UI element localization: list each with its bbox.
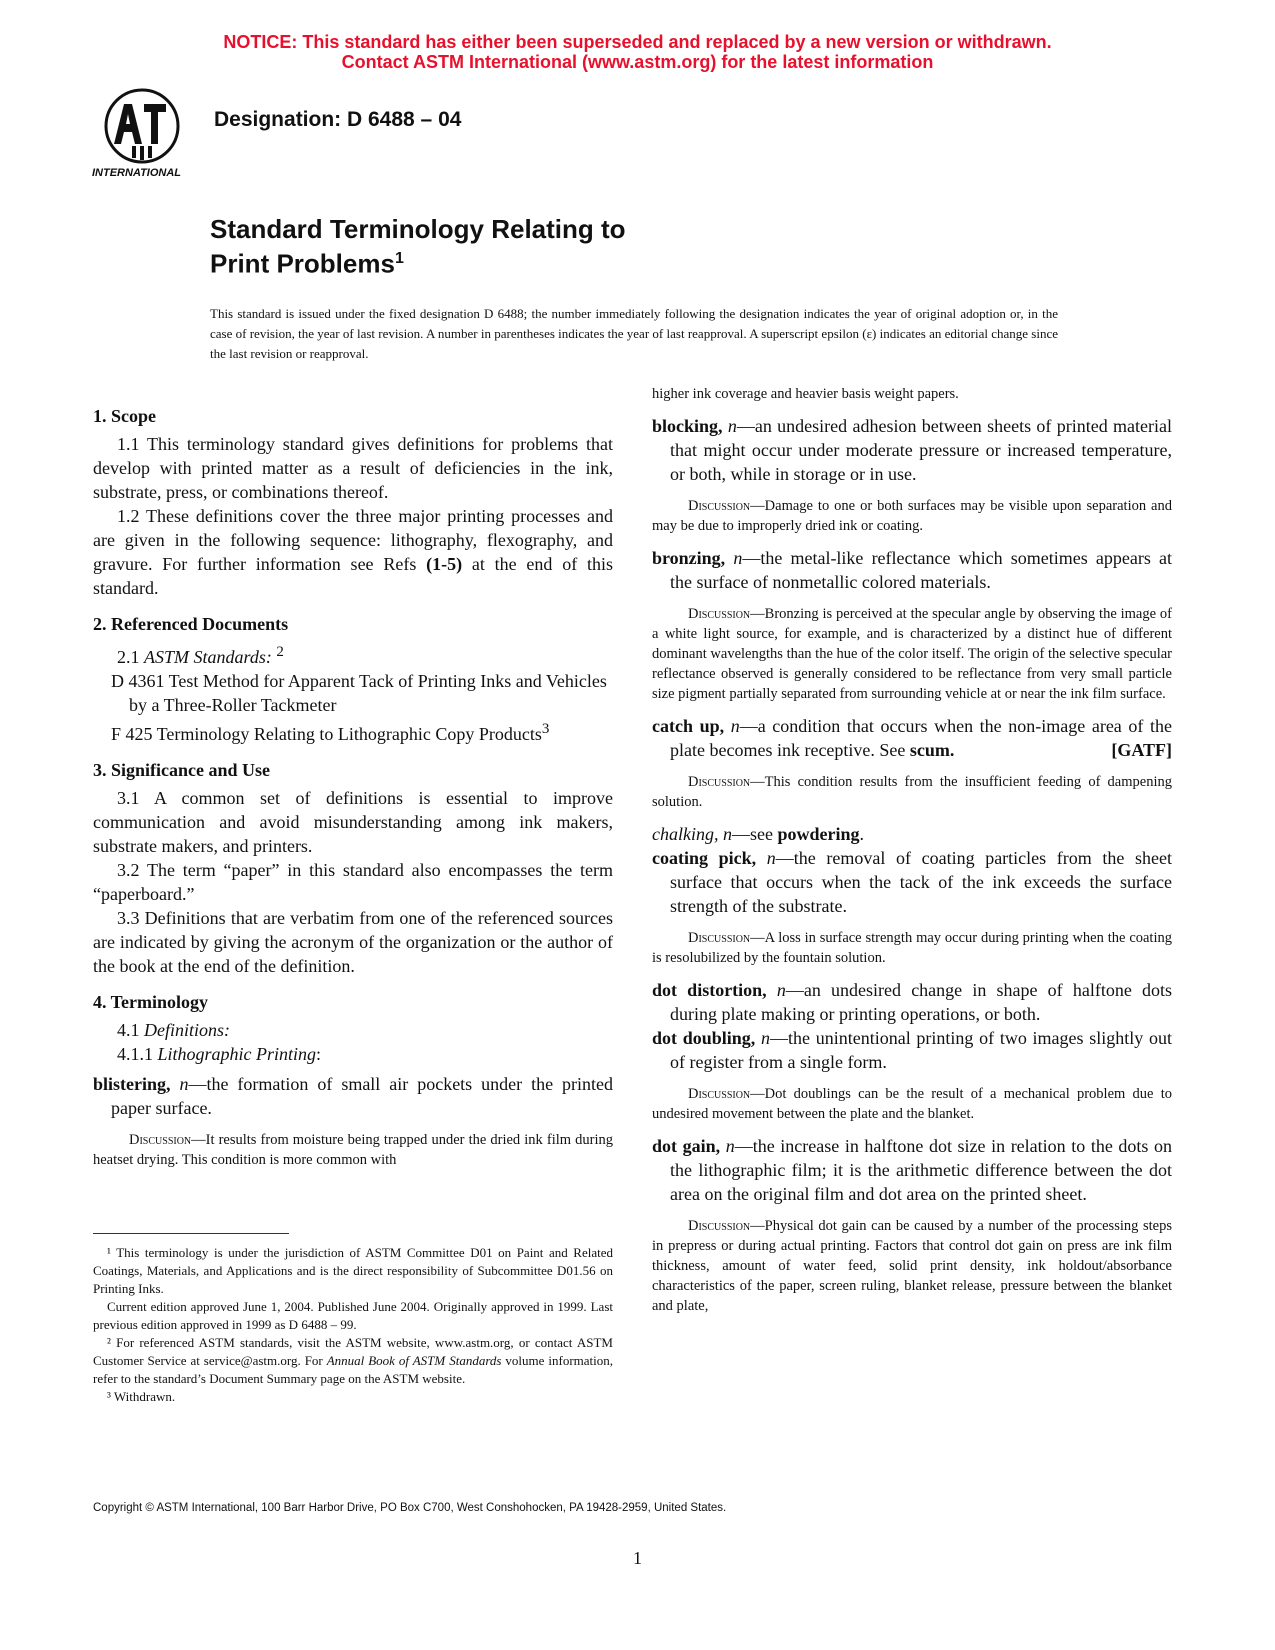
scope-heading: 1. Scope <box>93 406 156 426</box>
logo-text: INTERNATIONAL <box>92 167 182 179</box>
designation: Designation: D 6488 – 04 <box>214 108 462 131</box>
term-chalking-def: —see <box>731 824 778 844</box>
disc-blistering-text: —It results from moisture being trapped under the dried ink film during heatset drying. This condition is more common with <box>93 1132 613 1168</box>
footnote-2-c: volume information, refer to the standard’s Document Summary page on the ASTM website. <box>93 1353 614 1386</box>
source-gatf: [GATF] <box>1111 740 1172 760</box>
para-2-1-num: 2.1 <box>117 647 144 667</box>
term-blistering-word: blistering, <box>93 1074 171 1094</box>
pos: n <box>733 548 743 568</box>
left-column <box>93 402 613 1180</box>
para-3-3: 3.3 Definitions that are verbatim from one of the referenced sources are indicated by giving the acronym of the organization or the author of the book at the end of the definition. <box>93 908 613 976</box>
discussion-label: Discussion <box>688 1086 751 1102</box>
discussion-label: Discussion <box>129 1132 192 1148</box>
pos: n <box>761 1028 770 1048</box>
term-blocking <box>652 414 1172 486</box>
discussion-label: Discussion <box>688 774 751 790</box>
para-1-2 <box>93 504 613 600</box>
copyright: Copyright © ASTM International, 100 Barr Harbor Drive, PO Box C700, West Conshohocken, PA 19428-2959, United States. <box>93 1502 727 1514</box>
para-4-1-1-num: 4.1.1 <box>117 1044 158 1064</box>
discussion-label: Discussion <box>688 498 751 514</box>
astm-logo <box>92 86 198 180</box>
term-catch-up-def: —a condition that occurs when the non-image area of the plate becomes ink receptive. See <box>670 716 1172 760</box>
footnote-2 <box>93 1334 613 1388</box>
term-chalking-end: . <box>859 824 864 844</box>
page-title <box>210 214 626 279</box>
term-dot-doubling-def: —the unintentional printing of two images slightly out of register from a single form. <box>670 1028 1172 1072</box>
term-blistering-def: —the formation of small air pockets under the printed paper surface. <box>111 1074 614 1118</box>
astm-logo-icon <box>92 86 198 180</box>
pos: n <box>179 1074 189 1094</box>
term-dot-distortion <box>652 978 1172 1026</box>
discussion-label: Discussion <box>688 930 751 946</box>
notice-banner <box>0 32 1275 72</box>
see-powdering-link[interactable]: powdering <box>777 824 860 844</box>
footnote-2-ref: 2 <box>276 644 284 660</box>
disc-bronzing <box>652 604 1172 704</box>
ref-f425-text: F 425 Terminology Relating to Lithographic Copy Products <box>111 724 542 744</box>
footnote-3-ref: 3 <box>541 721 550 737</box>
pos: n <box>766 848 776 868</box>
ref-f425 <box>93 717 613 746</box>
disc-blocking <box>652 496 1172 536</box>
term-dot-doubling <box>652 1026 1172 1074</box>
footnote-1: ¹ This terminology is under the jurisdiction of ASTM Committee D01 on Paint and Related Coatings, Materials, and Applications and is the direct responsibility of Subcommittee D01.56 on Printing Inks. <box>93 1245 613 1296</box>
term-chalking <box>652 822 1172 846</box>
term-catch-up-word: catch up, <box>652 716 725 736</box>
discussion-label: Discussion <box>688 606 751 622</box>
significance-heading: 3. Significance and Use <box>93 760 271 780</box>
definitions-label: Definitions: <box>144 1020 230 1040</box>
para-1-2-end: at the end of this standard. <box>93 554 613 598</box>
disc-blocking-text: —Damage to one or both surfaces may be visible upon separation and may be due to improperly dried ink or coating. <box>652 498 1172 534</box>
term-coating-pick <box>652 846 1172 918</box>
term-bronzing-word: bronzing, <box>652 548 726 568</box>
term-dot-doubling-word: dot doubling, <box>652 1028 756 1048</box>
disc-dot-gain <box>652 1216 1172 1316</box>
pos: n <box>722 824 732 844</box>
ref-d4361: D 4361 Test Method for Apparent Tack of Printing Inks and Vehicles by a Three-Roller Tackmeter <box>111 671 607 715</box>
term-bronzing-def: —the metal-like reflectance which sometimes appears at the surface of nonmetallic colored materials. <box>670 548 1172 592</box>
term-chalking-word: chalking, <box>652 824 719 844</box>
term-coating-pick-word: coating pick, <box>652 848 757 868</box>
footnote-1b: Current edition approved June 1, 2004. Published June 2004. Originally approved in 1999. Last previous edition approved in 1999 as D 6488 – 99. <box>93 1299 613 1332</box>
disc-dot-gain-text: —Physical dot gain can be caused by a number of the processing steps in prepress or during actual printing. Factors that control dot gain on press are ink film thickness, amount of water feed, solid print density, ink holdout/absorbance characteristics of the paper, screen ruling, blanket release, pressure between the blanket and plate, <box>652 1218 1172 1314</box>
footnote-2-b: Annual Book of ASTM Standards <box>326 1353 502 1368</box>
disc-dot-doubling <box>652 1084 1172 1124</box>
pos: n <box>730 716 740 736</box>
term-dot-gain <box>652 1134 1172 1206</box>
footnote-3: ³ Withdrawn. <box>107 1389 176 1404</box>
refs-link[interactable]: (1-5) <box>426 554 463 574</box>
see-scum-link[interactable]: scum. <box>909 740 955 760</box>
term-catch-up <box>652 714 1172 762</box>
term-dot-gain-word: dot gain, <box>652 1136 721 1156</box>
disc-catch-up <box>652 772 1172 812</box>
litho-label: Lithographic Printing <box>157 1044 317 1064</box>
issued-statement: This standard is issued under the fixed designation D 6488; the number immediately following the designation indicates the year of original adoption or, in the case of revision, the year of last revision. A number in parentheses indicates the year of last reapproval. A superscript epsilon (ε) indicates an editorial change since the last revision or reapproval. <box>210 306 1058 361</box>
disc-catch-up-text: —This condition results from the insufficient feeding of dampening solution. <box>652 774 1172 810</box>
notice-line-2: Contact ASTM International (www.astm.org) for the latest information <box>341 52 934 72</box>
para-4-1 <box>93 1018 613 1042</box>
title-line-1: Standard Terminology Relating to <box>210 214 626 244</box>
term-blocking-def: —an undesired adhesion between sheets of printed material that might occur under moderate pressure or increased temperature, or both, while in storage or in use. <box>670 416 1172 484</box>
term-dot-distortion-def: —an undesired change in shape of halftone dots during plate making or printing operations, or both. <box>670 980 1172 1024</box>
disc-coating-pick <box>652 928 1172 968</box>
para-2-1 <box>93 640 613 669</box>
disc-bronzing-text: —Bronzing is perceived at the specular angle by observing the image of a white light source, for example, and is characterized by a distinct hue of different dominant wavelengths than the hue of the color itself. The origin of the selective specular reflectance observed is generally considered to be reflectance from very small particle size pigment partially separated from surrounding vehicle at or near the ink film surface. <box>652 606 1172 702</box>
title-footnote-ref: 1 <box>394 250 404 267</box>
para-3-2: 3.2 The term “paper” in this standard also encompasses the term “paperboard.” <box>93 860 613 904</box>
term-dot-gain-def: —the increase in halftone dot size in relation to the dots on the lithographic film; it is the arithmetic difference between the dot area on the original film and dot area on the printed sheet. <box>670 1136 1172 1204</box>
pos: n <box>725 1136 735 1156</box>
disc-cont: higher ink coverage and heavier basis weight papers. <box>652 386 959 402</box>
para-3-1: 3.1 A common set of definitions is essential to improve communication and avoid misunderstanding among ink makers, substrate makers, and printers. <box>93 788 613 856</box>
disc-coating-pick-text: —A loss in surface strength may occur during printing when the coating is resolubilized by the fountain solution. <box>652 930 1172 966</box>
page-number: 1 <box>633 1548 642 1568</box>
para-1-2-text: 1.2 These definitions cover the three major printing processes and are given in the following sequence: lithography, flexography, and gravure. For further information see Refs <box>93 506 613 574</box>
term-bronzing <box>652 546 1172 594</box>
term-dot-distortion-word: dot distortion, <box>652 980 767 1000</box>
pos: n <box>776 980 786 1000</box>
term-blistering <box>93 1072 613 1120</box>
terminology-heading: 4. Terminology <box>93 992 209 1012</box>
title-line-2: Print Problems <box>210 248 395 279</box>
disc-dot-doubling-text: —Dot doublings can be the result of a mechanical problem due to undesired movement between the plate and the blanket. <box>652 1086 1172 1122</box>
pos: n <box>727 416 737 436</box>
footnotes <box>93 1244 613 1406</box>
para-4-1-num: 4.1 <box>117 1020 144 1040</box>
term-coating-pick-def: —the removal of coating particles from the sheet surface that occurs when the tack of the ink exceeds the surface strength of the substrate. <box>670 848 1173 916</box>
litho-colon: : <box>316 1044 322 1064</box>
discussion-label: Discussion <box>688 1218 751 1234</box>
footnote-2-a: ² For referenced ASTM standards, visit the ASTM website, www.astm.org, or contact ASTM Customer Service at service@astm.org. For <box>93 1335 613 1368</box>
astm-standards-label: ASTM Standards: <box>144 647 272 667</box>
right-column <box>652 384 1172 1326</box>
refdocs-heading: 2. Referenced Documents <box>93 614 289 634</box>
disc-blistering <box>93 1130 613 1170</box>
para-4-1-1 <box>93 1042 613 1066</box>
para-1-1: 1.1 This terminology standard gives definitions for problems that develop with printed matter as a result of deficiencies in the ink, substrate, press, or combinations thereof. <box>93 434 613 502</box>
term-blocking-word: blocking, <box>652 416 723 436</box>
notice-line-1: NOTICE: This standard has either been superseded and replaced by a new version or withdrawn. <box>223 32 1052 52</box>
footnote-divider <box>93 1233 289 1234</box>
